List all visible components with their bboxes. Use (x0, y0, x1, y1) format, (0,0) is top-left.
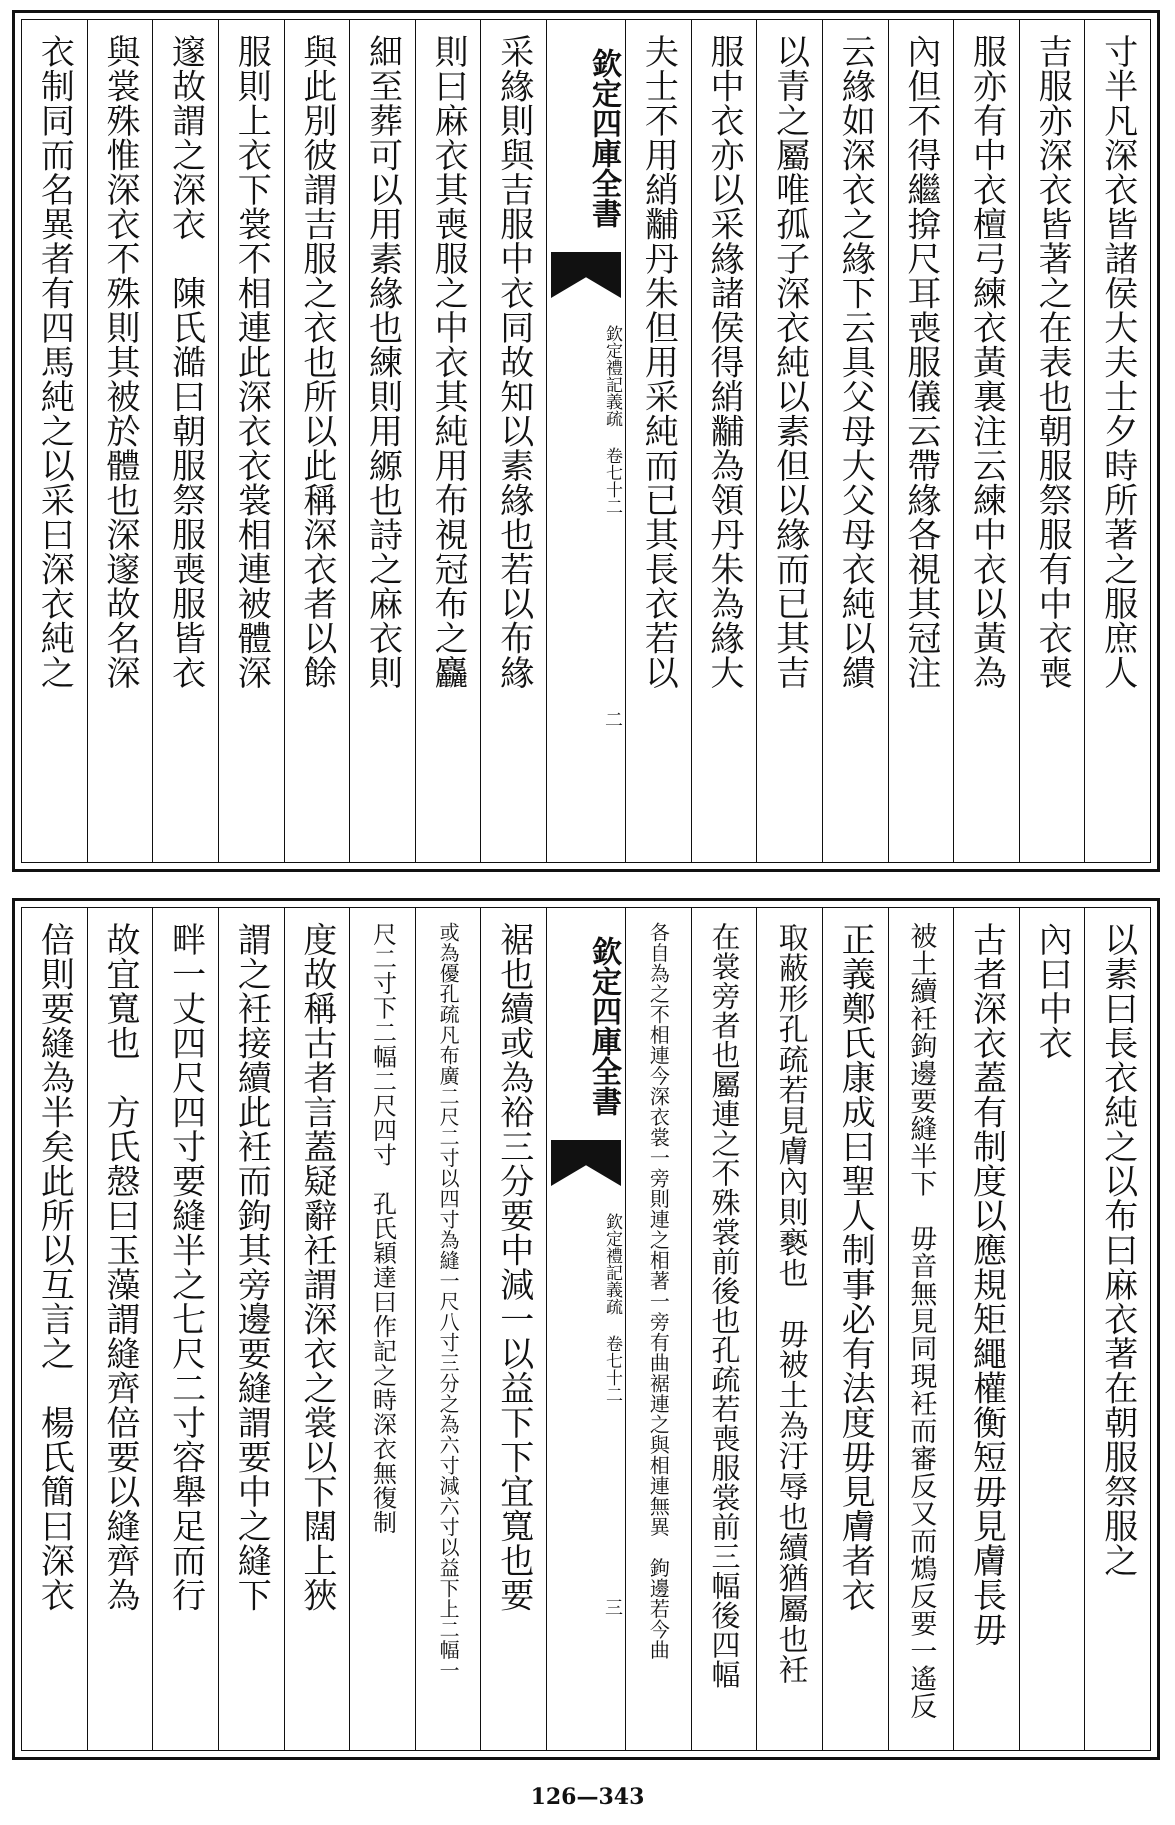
text-column (822, 908, 888, 1750)
text-column (480, 20, 546, 862)
column-text: 細至葬可以用素緣也練則用縓也詩之麻衣則 (362, 34, 403, 690)
text-column (218, 20, 284, 862)
text-column (822, 20, 888, 862)
text-column (625, 20, 691, 862)
text-column (415, 908, 481, 1750)
text-column (22, 20, 87, 862)
text-column (1084, 908, 1150, 1750)
upper-page (12, 10, 1160, 872)
column-text: 服中衣亦以采緣諸侯得綃黼為領丹朱為緣大 (703, 34, 744, 690)
text-column (349, 20, 415, 862)
column-text: 以青之屬唯孤子深衣純以素但以緣而已其吉 (769, 34, 810, 690)
text-column (1019, 908, 1085, 1750)
chapter-label: 欽定禮記義疏 卷七十二 (602, 325, 622, 515)
column-text: 衣制同而名異者有四馬純之以采曰深衣純之 (34, 34, 75, 690)
folio-number: 二 (602, 710, 623, 728)
text-column (87, 20, 153, 862)
column-text: 內曰中衣 (1032, 922, 1073, 1060)
column-text: 服則上衣下裳不相連此深衣衣裳相連被體深 (231, 34, 272, 690)
column-text: 則曰麻衣其喪服之中衣其純用布視冠布之麤 (428, 34, 469, 690)
text-column (284, 908, 350, 1750)
text-column (691, 20, 757, 862)
text-column (756, 20, 822, 862)
text-column (284, 20, 350, 862)
column-text: 夫士不用綃黼丹朱但用采純而已其長衣若以 (638, 34, 679, 690)
column-text: 古者深衣蓋有制度以應規矩繩權衡短毋見膚長毋 (966, 922, 1007, 1647)
column-text: 寸半凡深衣皆諸侯大夫士夕時所著之服庶人 (1097, 34, 1138, 690)
text-column (1084, 20, 1150, 862)
column-text: 以素曰長衣純之以布曰麻衣著在朝服祭服之 (1097, 922, 1138, 1578)
column-text: 吉服亦深衣皆著之在表也朝服祭服有中衣喪 (1032, 34, 1073, 690)
text-column (756, 908, 822, 1750)
text-column (349, 908, 415, 1750)
text-column (1019, 20, 1085, 862)
lower-columns (21, 907, 1151, 1751)
column-text: 畔一丈四尺四寸要縫半之七尺二寸容舉足而行 (165, 922, 206, 1612)
book-title: 欽定四庫全書 (586, 48, 621, 228)
column-text: 服亦有中衣檀弓練衣黃裏注云練中衣以黃為 (966, 34, 1007, 690)
text-column (953, 908, 1019, 1750)
text-column (152, 20, 218, 862)
column-text: 裾也續或為裕三分要中減一以益下下宜寬也要 (493, 922, 534, 1612)
column-text: 謂之衽接續此衽而鉤其旁邊要縫謂要中之縫下 (231, 922, 272, 1612)
text-column (87, 908, 153, 1750)
lower-page (12, 898, 1160, 1760)
column-text: 取蔽形孔疏若見膚內則褻也 毋被土為汙辱也續猶屬也衽 (772, 922, 808, 1685)
column-text: 各自為之不相連今深衣裳一旁則連之相著一旁有曲裾連之與相連無異 鉤邊若今曲 (646, 922, 671, 1660)
column-text: 云緣如深衣之緣下云具父母大父母衣純以繢 (835, 34, 876, 690)
column-text: 邃故謂之深衣 陳氏澔曰朝服祭服喪服皆衣 (165, 34, 206, 690)
upper-columns (21, 19, 1151, 863)
center-margin (546, 908, 625, 1750)
column-text: 正義鄭氏康成曰聖人制事必有法度毋見膚者衣 (835, 922, 876, 1612)
text-column (953, 20, 1019, 862)
column-text: 與此別彼謂吉服之衣也所以此稱深衣者以餘 (296, 34, 337, 690)
column-text: 尺二寸下二幅二尺四寸 孔氏穎達曰作記之時深衣無復制 (368, 922, 397, 1535)
text-column (691, 908, 757, 1750)
book-title: 欽定四庫全書 (586, 936, 621, 1116)
column-text: 與裳殊惟深衣不殊則其被於體也深邃故名深 (99, 34, 140, 690)
text-column (888, 908, 954, 1750)
column-text: 故宜寬也 方氏慤曰玉藻謂縫齊倍要以縫齊為 (99, 922, 140, 1612)
fishtail-mark (551, 252, 621, 298)
text-column (888, 20, 954, 862)
text-column (480, 908, 546, 1750)
text-column (152, 908, 218, 1750)
text-column (625, 908, 691, 1750)
column-text: 被土續衽鉤邊要縫半下 毋音無見同現衽而審反又而鴆反要一遙反 (905, 922, 937, 1720)
column-text: 度故稱古者言蓋疑辭衽謂深衣之裳以下闊上狹 (296, 922, 337, 1612)
fishtail-mark (551, 1140, 621, 1186)
column-text: 內但不得繼揜尺耳喪服儀云帶緣各視其冠注 (900, 34, 941, 690)
center-margin (546, 20, 625, 862)
column-text: 采緣則與吉服中衣同故知以素緣也若以布緣 (493, 34, 534, 690)
text-column (22, 908, 87, 1750)
folio-number: 三 (602, 1598, 623, 1616)
page-number: 126—343 (530, 1784, 645, 1810)
column-text: 倍則要縫為半矣此所以互言之 楊氏簡曰深衣 (34, 922, 75, 1612)
text-column (218, 908, 284, 1750)
column-text: 或為優孔疏凡布廣二尺二寸以四寸為縫一尺八寸三分之為六寸減六寸以益下上二幅一 (436, 922, 461, 1681)
column-text: 在裳旁者也屬連之不殊裳前後也孔疏若喪服裳前三幅後四幅 (707, 922, 742, 1689)
chapter-label: 欽定禮記義疏 卷七十二 (602, 1213, 622, 1403)
text-column (415, 20, 481, 862)
